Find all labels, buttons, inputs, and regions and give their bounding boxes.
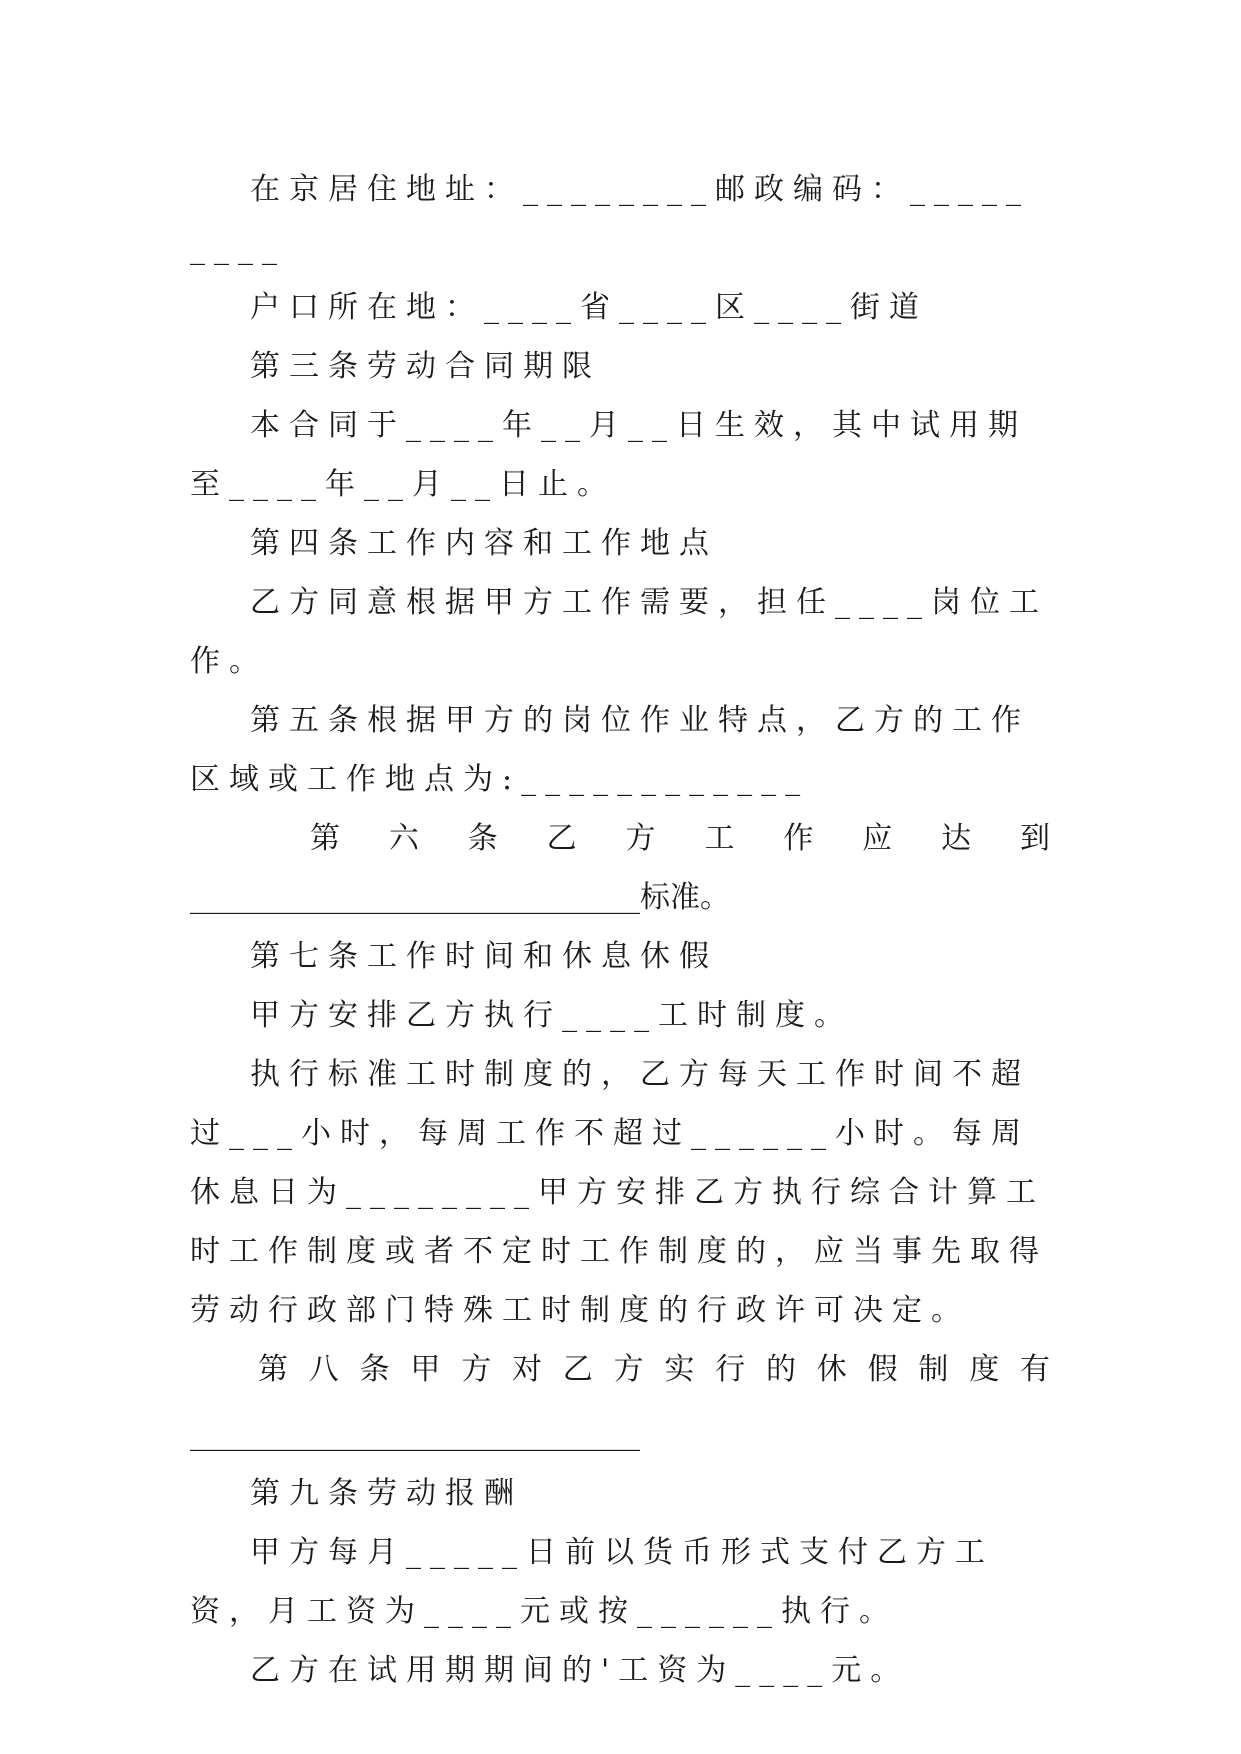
job-position-paragraph: 乙方同意根据甲方工作需要，担任____岗位工作。	[190, 585, 1048, 679]
article-6-standard-line: ______________________________标准。	[190, 880, 730, 915]
article-6-paragraph: 第六条乙方工作应达到	[310, 821, 1050, 856]
salary-payment-paragraph: 甲方每月_____日前以货币形式支付乙方工资，月工资为____元或按______执行。	[190, 1535, 994, 1629]
article-8-paragraph: 第八条甲方对乙方实行的休假制度有	[258, 1352, 1050, 1387]
article-5-paragraph: 第五条根据甲方的岗位作业特点，乙方的工作区域或工作地点为:____________	[190, 703, 1030, 797]
standard-hours-paragraph: 执行标准工时制度的，乙方每天工作时间不超过___小时，每周工作不超过______小时。每周休息日为________甲方安排乙方执行综合计算工时工作制度或者不定时工作制度的，应当事先取得劳动行政部门特殊工时制度的行政许可决定。	[190, 1057, 1048, 1328]
contract-term-paragraph: 本合同于____年__月__日生效，其中试用期至____年__月__日止。	[190, 408, 1027, 502]
probation-salary-paragraph: 乙方在试用期期间的'工资为____元。	[250, 1653, 910, 1688]
household-registration-line: 户口所在地：____省____区____街道	[250, 290, 928, 325]
article-8-blank-line: ______________________________	[190, 1417, 640, 1452]
document-body	[190, 160, 1050, 1700]
article-9-heading: 第九条劳动报酬	[250, 1476, 523, 1511]
article-4-heading: 第四条工作内容和工作地点	[250, 526, 718, 561]
working-hours-system-paragraph: 甲方安排乙方执行____工时制度。	[250, 998, 853, 1033]
residence-address-line: 在京居住地址：________邮政编码：_________	[190, 172, 1030, 266]
article-7-heading: 第七条工作时间和休息休假	[250, 939, 718, 974]
article-3-heading: 第三条劳动合同期限	[250, 349, 601, 384]
